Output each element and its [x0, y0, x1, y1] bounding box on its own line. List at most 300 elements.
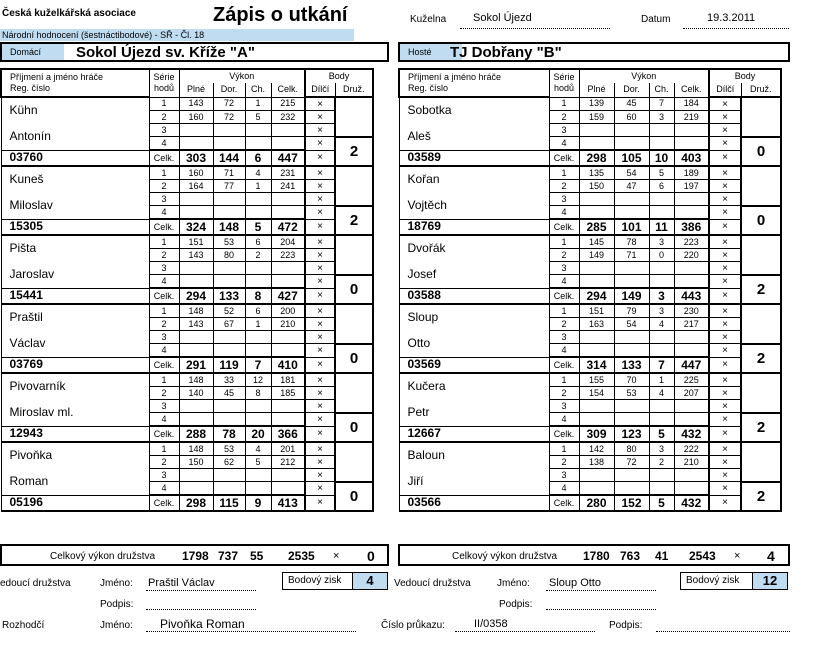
series-value: 80 [614, 442, 649, 456]
series-value [614, 482, 649, 496]
series-number: 1 [549, 304, 579, 318]
series-row [399, 373, 781, 387]
series-value: 184 [674, 97, 709, 111]
series-number: 4 [549, 275, 579, 289]
series-row [399, 193, 781, 206]
series-value [614, 206, 649, 220]
series-value [271, 193, 305, 206]
series-number: 2 [549, 111, 579, 124]
series-value: 33 [213, 373, 245, 387]
dilci-x: × [709, 318, 741, 331]
series-value: 155 [579, 373, 614, 387]
series-value: 71 [213, 166, 245, 180]
total-value: 6 [245, 150, 271, 166]
total-label: Celk. [549, 357, 579, 373]
series-row [399, 442, 781, 456]
dilci-x: × [305, 304, 335, 318]
player-points: 2 [741, 413, 781, 443]
total-value: 133 [213, 288, 245, 304]
dilci-x: × [709, 304, 741, 318]
total-value: 432 [674, 495, 709, 511]
series-row [399, 124, 781, 137]
dilci-x: × [305, 124, 335, 137]
series-number: 3 [549, 469, 579, 482]
player-surname: Sobotka [399, 97, 549, 124]
series-value [213, 413, 245, 427]
total-value: 298 [179, 495, 213, 511]
series-value [213, 206, 245, 220]
player-total-row [399, 495, 781, 511]
series-number: 4 [549, 344, 579, 358]
total-value: 309 [579, 426, 614, 442]
dilci-x: × [709, 137, 741, 151]
series-value [674, 469, 709, 482]
series-value: 215 [271, 97, 305, 111]
series-value: 207 [674, 387, 709, 400]
series-value [245, 275, 271, 289]
series-value: 53 [614, 387, 649, 400]
series-value [271, 137, 305, 151]
player-reg: 03566 [399, 495, 549, 511]
guest-summary-dor: 763 [620, 549, 641, 563]
series-number: 1 [149, 442, 179, 456]
series-number: 4 [549, 413, 579, 427]
series-number: 4 [149, 137, 179, 151]
dilci-x: × [709, 166, 741, 180]
druz-spacer [741, 166, 781, 206]
series-value [245, 413, 271, 427]
player-reg: 15441 [1, 288, 149, 304]
total-value: 78 [213, 426, 245, 442]
guest-leader-name: Sloup Otto [549, 577, 601, 589]
header-vykon: Výkon [579, 69, 709, 83]
player-reg: 12667 [399, 426, 549, 442]
series-value: 163 [579, 318, 614, 331]
series-value [245, 262, 271, 275]
series-value: 5 [245, 456, 271, 469]
dilci-x: × [709, 373, 741, 387]
total-value: 288 [179, 426, 213, 442]
header-body: Body [305, 69, 373, 83]
series-value [649, 469, 674, 482]
player-surname: Pivovarník [1, 373, 149, 400]
series-value [179, 124, 213, 137]
dilci-x: × [305, 111, 335, 124]
series-value [213, 331, 245, 344]
series-value: 4 [245, 166, 271, 180]
player-firstname: Roman [1, 469, 149, 496]
series-number: 2 [149, 180, 179, 193]
series-number: 2 [149, 456, 179, 469]
series-value: 5 [649, 166, 674, 180]
dilci-x: × [305, 206, 335, 220]
series-value [614, 469, 649, 482]
series-value: 143 [179, 249, 213, 262]
series-value [245, 344, 271, 358]
total-value: 280 [579, 495, 614, 511]
series-value [213, 482, 245, 496]
header-druz: Druž. [335, 83, 373, 97]
dilci-x: × [305, 456, 335, 469]
player-reg: 03569 [399, 357, 549, 373]
series-value: 1 [245, 180, 271, 193]
player-points: 0 [335, 275, 373, 305]
dilci-x: × [305, 344, 335, 358]
series-value: 230 [674, 304, 709, 318]
series-value [649, 413, 674, 427]
series-number: 2 [549, 180, 579, 193]
series-value: 3 [649, 304, 674, 318]
series-value: 160 [179, 111, 213, 124]
total-value: 291 [179, 357, 213, 373]
series-value: 148 [179, 304, 213, 318]
dilci-x: × [305, 400, 335, 413]
series-value [213, 400, 245, 413]
series-value: 142 [579, 442, 614, 456]
series-value: 151 [579, 304, 614, 318]
total-value: 298 [579, 150, 614, 166]
series-value [674, 344, 709, 358]
series-value [649, 262, 674, 275]
series-value: 212 [271, 456, 305, 469]
series-value: 79 [614, 304, 649, 318]
series-value: 0 [649, 249, 674, 262]
total-value: 324 [179, 219, 213, 235]
series-value [614, 262, 649, 275]
dilci-x: × [709, 400, 741, 413]
dilci-x: × [305, 235, 335, 249]
series-value: 7 [649, 97, 674, 111]
series-value [179, 193, 213, 206]
series-value [674, 124, 709, 137]
series-value: 5 [245, 111, 271, 124]
total-value: 410 [271, 357, 305, 373]
series-value [213, 344, 245, 358]
total-value: 148 [213, 219, 245, 235]
header-body: Body [709, 69, 781, 83]
series-value [614, 275, 649, 289]
player-total-row [399, 357, 781, 373]
dilci-x: × [709, 482, 741, 496]
total-label: Celk. [149, 288, 179, 304]
series-value: 185 [271, 387, 305, 400]
series-value: 189 [674, 166, 709, 180]
series-number: 2 [549, 456, 579, 469]
referee-name: Pivoňka Roman [160, 617, 245, 631]
series-number: 3 [149, 331, 179, 344]
series-number: 1 [549, 97, 579, 111]
series-value [179, 206, 213, 220]
series-number: 4 [149, 206, 179, 220]
series-number: 4 [149, 344, 179, 358]
druz-spacer [335, 235, 373, 275]
dilci-x: × [305, 275, 335, 289]
total-label: Celk. [149, 495, 179, 511]
home-label: Domácí [2, 44, 64, 60]
total-value: 133 [614, 357, 649, 373]
header-dor: Dor. [614, 83, 649, 97]
series-value [649, 206, 674, 220]
dilci-x: × [709, 180, 741, 193]
series-value [245, 469, 271, 482]
series-value [649, 331, 674, 344]
guest-team-box [398, 42, 790, 62]
header-plne: Plné [579, 83, 614, 97]
dilci-x: × [305, 166, 335, 180]
series-row [399, 331, 781, 344]
subtitle: Národní hodnocení (šestnáctibodové) - SŘ - Čl. 18 [0, 29, 354, 41]
player-total-row [399, 426, 781, 442]
dilci-x: × [709, 97, 741, 111]
series-value [649, 193, 674, 206]
player-total-row [1, 357, 373, 373]
header-name-col: Příjmení a jméno hráče Reg. číslo [1, 69, 149, 97]
guest-jmeno-label: Jméno: [497, 578, 530, 589]
series-value: 4 [649, 387, 674, 400]
total-value: 366 [271, 426, 305, 442]
total-value: 5 [649, 426, 674, 442]
series-value: 54 [614, 166, 649, 180]
series-value: 47 [614, 180, 649, 193]
guest-summary [398, 544, 790, 566]
series-value: 138 [579, 456, 614, 469]
series-value: 78 [614, 235, 649, 249]
series-value [213, 262, 245, 275]
series-value [245, 124, 271, 137]
series-value [271, 124, 305, 137]
player-total-row [1, 495, 373, 511]
series-number: 1 [549, 166, 579, 180]
series-value [271, 331, 305, 344]
total-value: 413 [271, 495, 305, 511]
series-row [1, 235, 373, 249]
org-name: Česká kuželkářská asociace [2, 8, 136, 19]
series-number: 2 [549, 249, 579, 262]
player-total-row [1, 219, 373, 235]
druz-spacer [335, 442, 373, 482]
guest-summary-label: Celkový výkon družstva [452, 551, 558, 562]
series-value: 204 [271, 235, 305, 249]
total-value: 303 [179, 150, 213, 166]
series-value [579, 262, 614, 275]
series-value: 2 [245, 249, 271, 262]
series-value: 6 [649, 180, 674, 193]
series-value: 139 [579, 97, 614, 111]
dilci-x: × [709, 495, 741, 511]
series-value [649, 482, 674, 496]
druz-spacer [741, 235, 781, 275]
dilci-x: × [709, 124, 741, 137]
header-ch: Ch. [649, 83, 674, 97]
total-value: 115 [213, 495, 245, 511]
series-value [179, 137, 213, 151]
series-value: 8 [245, 387, 271, 400]
guest-leader-label: Vedoucí družstva [394, 578, 471, 589]
total-label: Celk. [549, 150, 579, 166]
series-value [649, 400, 674, 413]
druz-spacer [335, 97, 373, 137]
player-reg: 03589 [399, 150, 549, 166]
series-value: 4 [245, 442, 271, 456]
series-value: 201 [271, 442, 305, 456]
home-summary-points: 0 [367, 548, 375, 564]
player-points: 2 [741, 344, 781, 374]
series-value [579, 206, 614, 220]
player-firstname: Petr [399, 400, 549, 427]
series-value [579, 413, 614, 427]
home-summary-label: Celkový výkon družstva [50, 551, 156, 562]
total-value: 294 [179, 288, 213, 304]
series-value: 12 [245, 373, 271, 387]
total-value: 5 [245, 219, 271, 235]
total-value: 403 [674, 150, 709, 166]
player-reg: 15305 [1, 219, 149, 235]
series-number: 4 [149, 275, 179, 289]
series-value [213, 137, 245, 151]
series-value [674, 331, 709, 344]
player-reg: 03760 [1, 150, 149, 166]
dilci-x: × [709, 150, 741, 166]
venue-label: Kuželna [410, 14, 447, 25]
dilci-x: × [709, 235, 741, 249]
series-value [245, 206, 271, 220]
series-value: 4 [649, 318, 674, 331]
series-number: 1 [149, 373, 179, 387]
series-value: 151 [179, 235, 213, 249]
series-number: 3 [549, 400, 579, 413]
total-value: 105 [614, 150, 649, 166]
player-surname: Praštil [1, 304, 149, 331]
player-points: 2 [741, 275, 781, 305]
player-points: 2 [741, 482, 781, 512]
series-value [213, 124, 245, 137]
home-bodovy-zisk-value: 4 [352, 573, 387, 589]
dilci-x: × [305, 262, 335, 275]
dilci-x: × [305, 495, 335, 511]
player-points: 0 [335, 413, 373, 443]
series-value: 148 [179, 442, 213, 456]
total-value: 3 [649, 288, 674, 304]
player-surname: Pivoňka [1, 442, 149, 469]
dilci-x: × [305, 426, 335, 442]
series-value: 3 [649, 442, 674, 456]
dilci-x: × [709, 262, 741, 275]
series-row [1, 193, 373, 206]
total-value: 285 [579, 219, 614, 235]
guest-bodovy-zisk-value: 12 [752, 573, 787, 589]
total-label: Celk. [549, 495, 579, 511]
series-value: 45 [213, 387, 245, 400]
total-value: 152 [614, 495, 649, 511]
total-label: Celk. [149, 426, 179, 442]
series-value: 80 [213, 249, 245, 262]
player-firstname: Miloslav [1, 193, 149, 220]
dilci-x: × [305, 97, 335, 111]
series-value: 181 [271, 373, 305, 387]
date-value: 19.3.2011 [707, 12, 756, 24]
series-value: 223 [674, 235, 709, 249]
series-value: 70 [614, 373, 649, 387]
series-value [179, 469, 213, 482]
dilci-x: × [305, 331, 335, 344]
dilci-x: × [709, 456, 741, 469]
dilci-x: × [709, 469, 741, 482]
series-value [271, 275, 305, 289]
series-row [1, 97, 373, 111]
series-number: 2 [149, 249, 179, 262]
header-plne: Plné [179, 83, 213, 97]
dilci-x: × [305, 193, 335, 206]
guest-summary-x: × [734, 550, 741, 562]
dilci-x: × [305, 249, 335, 262]
series-value: 45 [614, 97, 649, 111]
series-value: 150 [179, 456, 213, 469]
series-value: 159 [579, 111, 614, 124]
home-summary-dor: 737 [218, 549, 239, 563]
total-label: Celk. [149, 150, 179, 166]
series-value [649, 137, 674, 151]
druz-spacer [741, 442, 781, 482]
series-value [179, 482, 213, 496]
series-value [614, 413, 649, 427]
home-summary-ch: 55 [250, 549, 264, 563]
dilci-x: × [305, 137, 335, 151]
series-value: 241 [271, 180, 305, 193]
series-value [614, 331, 649, 344]
home-team-box [0, 42, 389, 62]
series-value: 222 [674, 442, 709, 456]
header-celk: Celk. [271, 83, 305, 97]
player-surname: Dvořák [399, 235, 549, 262]
home-bodovy-zisk-label: Bodový zisk [288, 575, 342, 586]
player-reg: 03588 [399, 288, 549, 304]
series-number: 3 [549, 193, 579, 206]
series-value: 197 [674, 180, 709, 193]
series-number: 1 [549, 373, 579, 387]
total-value: 9 [245, 495, 271, 511]
dilci-x: × [709, 193, 741, 206]
series-value: 72 [614, 456, 649, 469]
series-value: 219 [674, 111, 709, 124]
series-value: 1 [649, 373, 674, 387]
series-value [271, 262, 305, 275]
total-value: 7 [649, 357, 674, 373]
dilci-x: × [709, 387, 741, 400]
player-reg: 03769 [1, 357, 149, 373]
druz-spacer [335, 304, 373, 344]
header-dor: Dor. [213, 83, 245, 97]
dilci-x: × [709, 219, 741, 235]
series-value [649, 275, 674, 289]
player-total-row [399, 288, 781, 304]
header-druz: Druž. [741, 83, 781, 97]
referee-jmeno-label: Jméno: [100, 620, 133, 631]
player-points: 0 [741, 137, 781, 167]
series-value [579, 137, 614, 151]
series-number: 3 [549, 331, 579, 344]
series-value [614, 344, 649, 358]
series-number: 1 [149, 97, 179, 111]
dilci-x: × [305, 357, 335, 373]
player-firstname: Josef [399, 262, 549, 289]
series-value [245, 400, 271, 413]
series-value [614, 193, 649, 206]
dilci-x: × [305, 219, 335, 235]
player-surname: Kühn [1, 97, 149, 124]
total-value: 20 [245, 426, 271, 442]
series-value: 77 [213, 180, 245, 193]
guest-bodovy-zisk-label: Bodový zisk [686, 575, 740, 586]
